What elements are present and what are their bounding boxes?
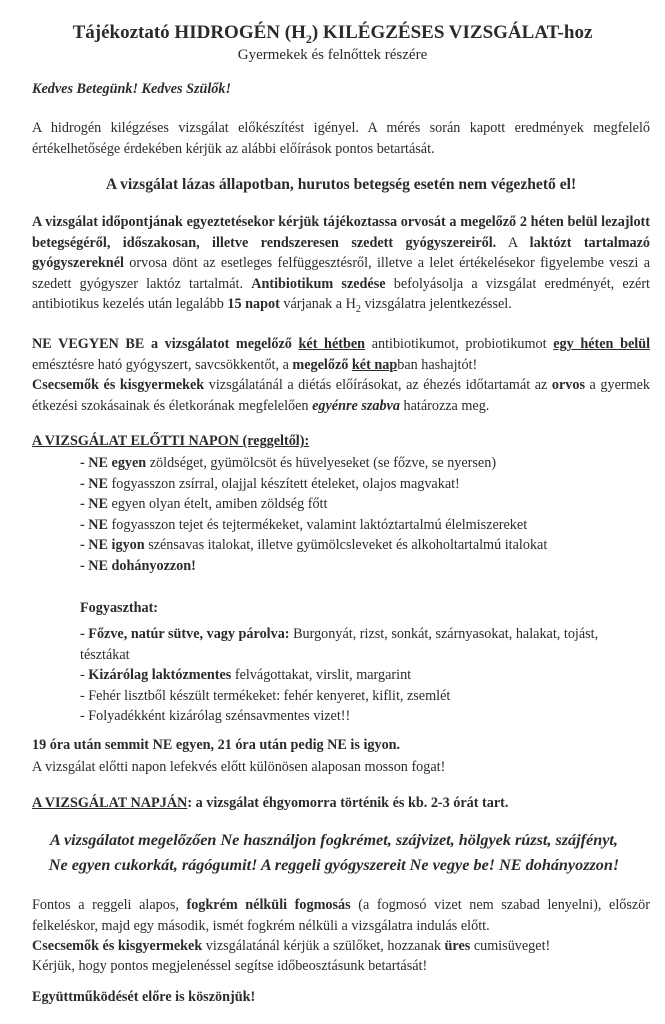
- exam-day-heading: [32, 793, 650, 814]
- rule-text: fogyasszon tejet és tejtermékeket, valamint laktóztartalmú élelmiszereket: [107, 516, 528, 533]
- text-span: két hétben: [298, 336, 366, 352]
- text-span: ban hashajtót!: [397, 356, 478, 373]
- rule-bold: - NE: [80, 475, 108, 492]
- rule-text: fogyasszon zsírral, olajjal készített ételeket, olajos magvakat!: [107, 475, 460, 492]
- text-span: emésztésre ható gyógyszert, savcsökkentőt, a: [32, 356, 289, 373]
- text-span: vizsgálatánál a diétás előírásokat, az éhezés időtartamát az: [208, 377, 548, 393]
- rule-item: [80, 535, 650, 556]
- rule-item: [80, 453, 650, 474]
- allowed-item: [80, 665, 620, 686]
- rule-bold: - NE egyen: [80, 455, 147, 471]
- medication-paragraph: [32, 212, 650, 315]
- rule-item: [80, 556, 650, 577]
- document-title: [0, 22, 665, 44]
- day-before-heading: A VIZSGÁLAT ELŐTTI NAPON (reggeltől):: [32, 433, 310, 449]
- punctuality-paragraph: Kérjük, hogy pontos megjelenéssel segítse időbeosztásunk betartását!: [32, 958, 428, 974]
- rule-item: [80, 474, 650, 495]
- text-span: Antibiotikum szedése: [251, 275, 386, 292]
- greeting: Kedves Betegünk! Kedves Szülők!: [32, 81, 232, 97]
- text-span: NE VEGYEN BE a vizsgálatot megelőző: [32, 336, 292, 352]
- title-part: ) KILÉGZÉSES VIZSGÁLAT-hoz: [311, 22, 593, 43]
- text-span: vizsgálatánál kérjük a szülőket, hozzanak: [205, 938, 441, 954]
- allowed-bold: Kizárólag laktózmentes: [88, 667, 232, 683]
- allowed-item: - Folyadékként kizárólag szénsavmentes vizet!!: [80, 708, 351, 724]
- allowed-item: [80, 624, 620, 665]
- text-span: antibiotikumot, probiotikumot: [371, 336, 547, 352]
- text-span: (a fogmosó vizet nem szabad lenyelni), először felkeléskor, majd egy második, ismét fogkrém nélküli a vizsgálatra indulás előtt.: [32, 897, 650, 934]
- text-span: A: [507, 234, 518, 251]
- allowed-bold: - Főzve, natúr sütve, vagy párolva:: [80, 626, 290, 642]
- exam-day-slogan-line-1: A vizsgálatot megelőzően Ne használjon fogkrémet, szájvizet, hölgyek rúzst, szájfényt,: [50, 831, 618, 849]
- title-subscript: 2: [305, 31, 312, 46]
- text-span: egyénre szabva: [312, 397, 400, 414]
- title-part: Tájékoztató HIDROGÉN (H: [72, 22, 306, 43]
- text-span: orvos: [551, 377, 585, 393]
- text-span: A vizsgálat időpontjának egyeztetésekor kérjük tájékoztassa orvosát a megelőző 2 héten belül lezajlott betegségéről, időszakosan, illetve rendszeresen szedett gyógyszereiről.: [32, 214, 650, 251]
- allowed-dash: -: [80, 667, 89, 683]
- rule-bold: - NE igyon: [80, 537, 145, 553]
- children-paragraph: [32, 375, 650, 416]
- rule-item: [80, 494, 650, 515]
- document-subtitle: Gyermekek és felnőttek részére: [237, 47, 428, 63]
- rule-item: [80, 515, 650, 536]
- rule-text: egyen olyan ételt, amiben zöldség főtt: [107, 496, 328, 512]
- bottle-paragraph: [32, 936, 650, 957]
- rule-bold: - NE: [80, 496, 108, 512]
- text-span: orvosa dönt az esetleges felfüggesztésről, illetve a lelet értékelésekor figyelembe veszi a szedett gyógyszer laktóz tartalmát.: [32, 255, 651, 292]
- exam-day-heading-label: A VIZSGÁLAT NAPJÁN: [32, 795, 188, 811]
- allowed-item: - Fehér lisztből készült termékeket: fehér kenyeret, kiflit, zsemlét: [80, 687, 451, 704]
- text-span: a gyermek étkezési szokásainak és életkorának megfelelően: [32, 377, 651, 414]
- text-span: cumisüveget!: [473, 938, 551, 954]
- text-span: két nap: [351, 356, 398, 373]
- text-span: üres: [444, 938, 471, 954]
- text-span: Csecsemők és kisgyermekek: [32, 377, 205, 393]
- text-span: vizsgálatra jelentkezéssel.: [364, 296, 512, 312]
- text-span: laktózt tartalmazó gyógyszereknél: [32, 234, 651, 271]
- allowed-text: felvágottakat, virslit, margarint: [231, 667, 412, 683]
- day-before-rules-list: [80, 453, 650, 576]
- rule-text: szénsavas italokat, illetve gyümölcsleveket és alkoholtartalmú italokat: [144, 537, 548, 553]
- exam-day-heading-text: : a vizsgálat éhgyomorra történik és kb. 2-3 órát tart.: [187, 795, 509, 811]
- allowed-heading: Fogyaszthat:: [80, 600, 159, 616]
- text-span: megelőző: [292, 356, 349, 373]
- exam-day-slogan-line-2: Ne egyen cukorkát, rágógumit! A reggeli gyógyszereit Ne vegye be! NE dohányozzon!: [48, 856, 620, 874]
- do-not-take-paragraph: [32, 334, 650, 375]
- rule-bold: - NE: [80, 516, 108, 533]
- thanks-line: Együttműködését előre is köszönjük!: [32, 989, 256, 1005]
- text-span: fogkrém nélküli fogmosás: [186, 897, 351, 913]
- allowed-text: Burgonyát, rizst, sonkát, szárnyasokat, halakat, tojást, tésztákat: [80, 626, 599, 663]
- text-span: egy héten belül: [553, 336, 651, 352]
- text-span: határozza meg.: [403, 397, 490, 414]
- warning-line: A vizsgálat lázas állapotban, hurutos betegség esetén nem végezhető el!: [105, 176, 577, 193]
- text-span: 15 napot: [227, 296, 280, 312]
- rule-bold: - NE dohányozzon!: [80, 557, 196, 574]
- rule-text: zöldséget, gyümölcsöt és hüvelyeseket (se főzve, se nyersen): [146, 455, 497, 471]
- text-subscript: 2: [355, 303, 361, 315]
- intro-paragraph: A hidrogén kilégzéses vizsgálat előkészítést igényel. A mérés során kapott eredmények megfelelő értékelhetősége érdekében kérjük az alábbi előírások pontos betartását.: [32, 120, 650, 157]
- text-span: Csecsemők és kisgyermekek: [32, 938, 203, 954]
- text-span: Fontos a reggeli alapos,: [32, 897, 179, 913]
- text-span: várjanak a H: [283, 296, 356, 312]
- text-span: befolyásolja a vizsgálat eredményét, ezért antibiotikus kezelés után legalább: [32, 275, 650, 312]
- teeth-rule: A vizsgálat előtti napon lefekvés előtt különösen alaposan mosson fogat!: [32, 759, 446, 775]
- brushing-paragraph: [32, 895, 650, 936]
- allowed-list: [80, 624, 620, 727]
- evening-rule: 19 óra után semmit NE egyen, 21 óra után pedig NE is igyon.: [32, 737, 401, 753]
